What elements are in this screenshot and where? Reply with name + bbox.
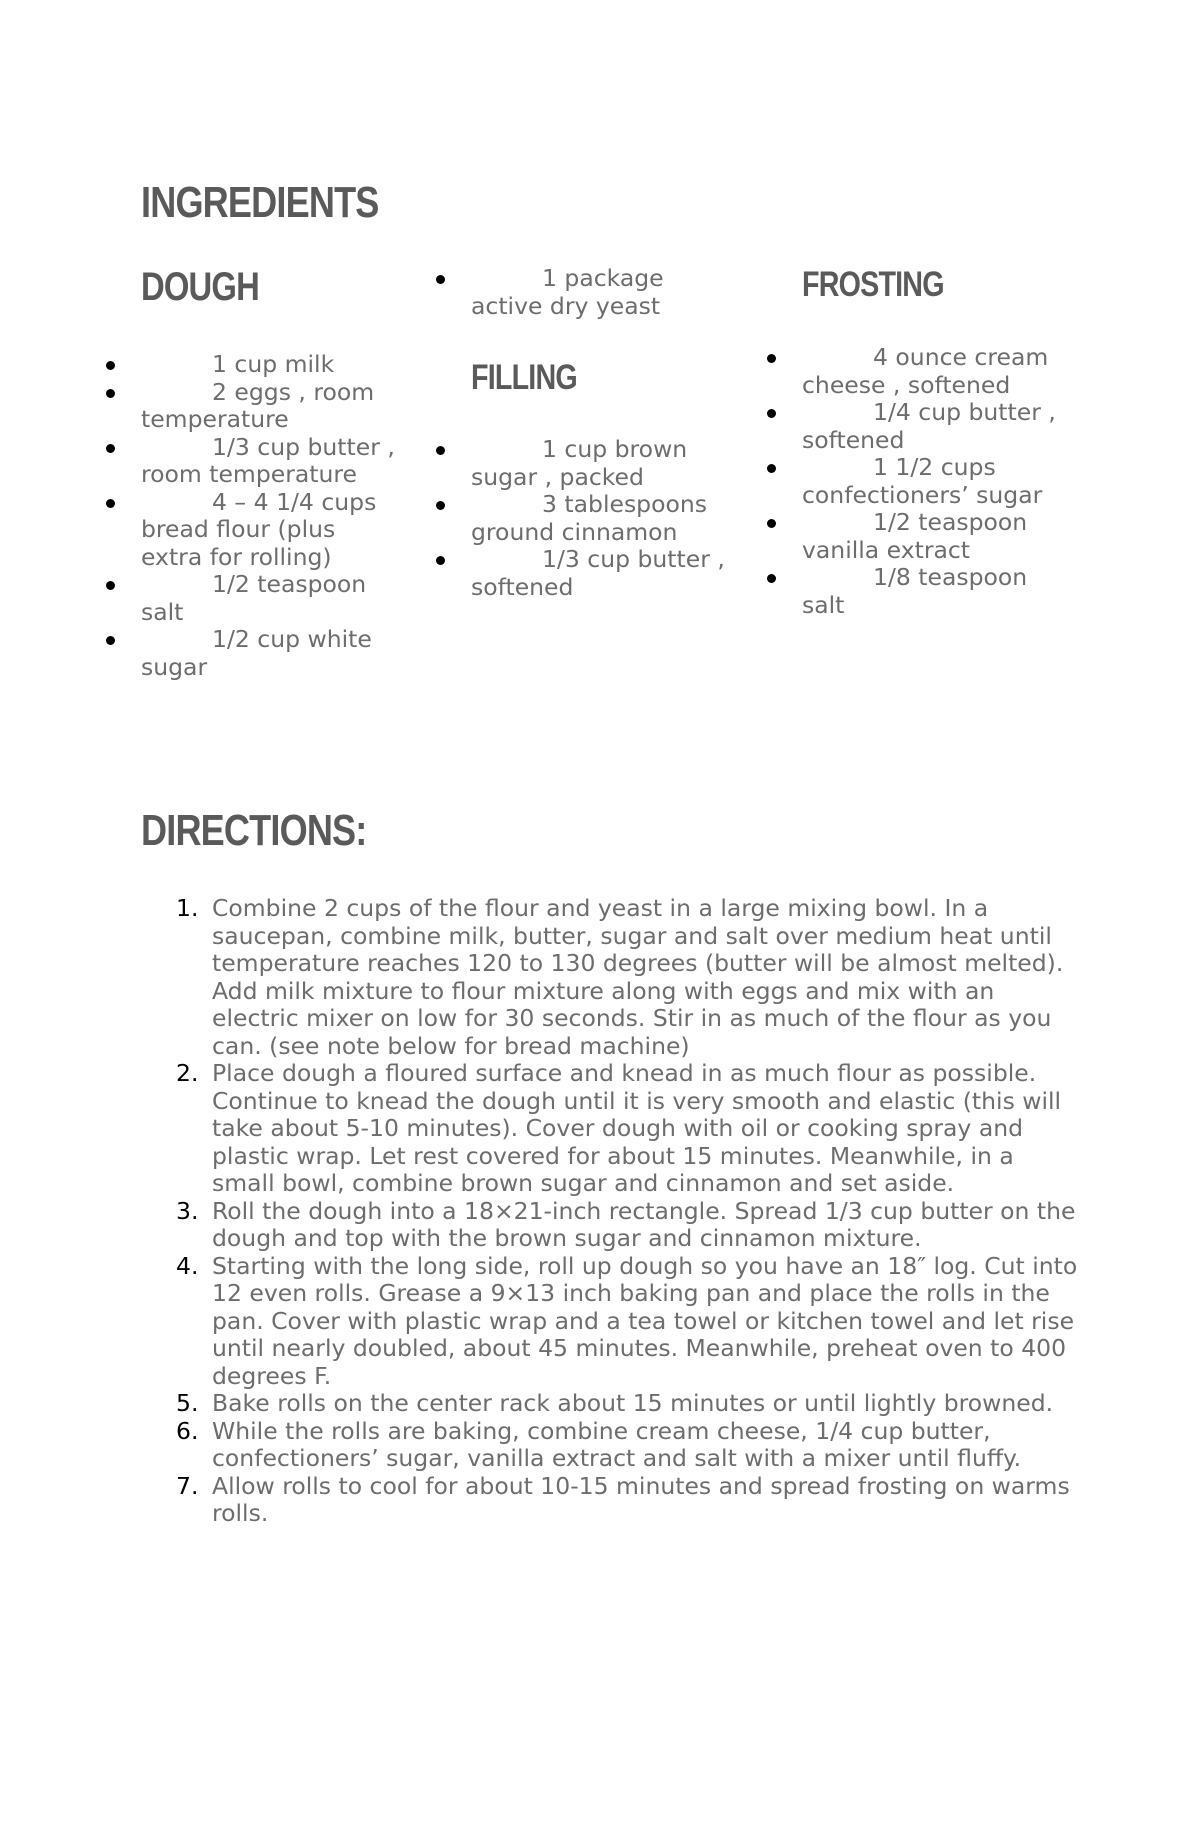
direction-step xyxy=(176,1059,1082,1198)
direction-step xyxy=(176,1416,1082,1473)
frosting-heading: FROSTING xyxy=(802,265,944,304)
dough-ingredient: 1 cup milk xyxy=(141,351,396,379)
step-text: Bake rolls on the center rack about 15 minutes or until lightly browned. xyxy=(212,1389,1054,1417)
dough-heading: DOUGH xyxy=(141,265,259,309)
step-number: 5. xyxy=(176,1389,199,1417)
directions-heading: DIRECTIONS: xyxy=(141,806,367,855)
step-number: 4. xyxy=(176,1251,199,1280)
filling-ingredient: 3 tablespoons ground cinnamon xyxy=(471,491,736,546)
ingredients-heading: INGREDIENTS xyxy=(141,178,379,227)
frosting-ingredient: 4 ounce cream cheese , softened xyxy=(802,344,1072,399)
step-text: Starting with the long side, roll up dough so you have an 18″ log. Cut into 12 even rolls. Grease a 9×13 inch baking pan and place the rolls in the pan. Cover with plastic wrap and a tea towel or kitchen towel and let rise until nearly doubled, about 45 minutes. Meanwhile, preheat oven to 400 degrees F. xyxy=(212,1251,1078,1390)
dough-ingredient-list-continued xyxy=(471,265,691,320)
step-number: 1. xyxy=(176,894,199,922)
direction-step xyxy=(176,1389,1082,1418)
frosting-ingredient: 1/4 cup butter , softened xyxy=(802,399,1072,454)
frosting-ingredient: 1/2 teaspoon vanilla extract xyxy=(802,509,1072,564)
direction-step xyxy=(176,1196,1082,1253)
dough-ingredient: 1/2 cup white sugar xyxy=(141,626,396,681)
dough-ingredient: 2 eggs , room temperature xyxy=(141,379,396,434)
step-number: 6. xyxy=(176,1416,199,1445)
step-text: Combine 2 cups of the flour and yeast in a large mixing bowl. In a saucepan, combine milk, butter, sugar and salt over medium heat until temperature reaches 120 to 130 degrees (butter will be almost melted). Add milk mixture to flour mixture along with eggs and mix with an electric mixer on low for 30 seconds. Stir in as much of the flour as you can. (see note below for bread machine) xyxy=(212,894,1064,1060)
step-number: 3. xyxy=(176,1196,199,1225)
step-number: 2. xyxy=(176,1059,199,1087)
step-text: While the rolls are baking, combine cream cheese, 1/4 cup butter, confectioners’ sugar, vanilla extract and salt with a mixer until fluffy. xyxy=(212,1416,1022,1472)
filling-ingredient: 1 cup brown sugar , packed xyxy=(471,436,736,491)
dough-ingredient: 1 package active dry yeast xyxy=(471,265,691,320)
direction-step xyxy=(176,1251,1082,1391)
dough-ingredient: 1/3 cup butter , room temperature xyxy=(141,432,395,488)
dough-ingredient: 1/2 teaspoon salt xyxy=(141,571,396,626)
dough-ingredient-list xyxy=(141,351,396,681)
filling-ingredient: 1/3 cup butter , softened xyxy=(471,546,736,601)
direction-step xyxy=(176,1471,1082,1528)
step-text: Roll the dough into a 18×21-inch rectangle. Spread 1/3 cup butter on the dough and top with the brown sugar and cinnamon mixture. xyxy=(212,1196,1076,1252)
frosting-ingredient: 1/8 teaspoon salt xyxy=(802,564,1072,619)
direction-step xyxy=(176,894,1082,1060)
filling-heading: FILLING xyxy=(471,358,577,397)
filling-ingredient-list xyxy=(471,436,736,601)
frosting-ingredient: 1 1/2 cups confectioners’ sugar xyxy=(802,454,1072,509)
directions-list xyxy=(176,894,1082,1528)
dough-ingredient: 4 – 4 1/4 cups bread flour (plus extra for rolling) xyxy=(141,489,396,572)
step-text: Allow rolls to cool for about 10-15 minutes and spread frosting on warms rolls. xyxy=(212,1471,1070,1527)
frosting-ingredient-list xyxy=(802,344,1072,619)
step-number: 7. xyxy=(176,1471,199,1500)
step-text: Place dough a floured surface and knead in as much flour as possible. Continue to knead the dough until it is very smooth and elastic (this will take about 5-10 minutes). Cover dough with oil or cooking spray and plastic wrap. Let rest covered for about 15 minutes. Meanwhile, in a small bowl, combine brown sugar and cinnamon and set aside. xyxy=(212,1059,1062,1197)
